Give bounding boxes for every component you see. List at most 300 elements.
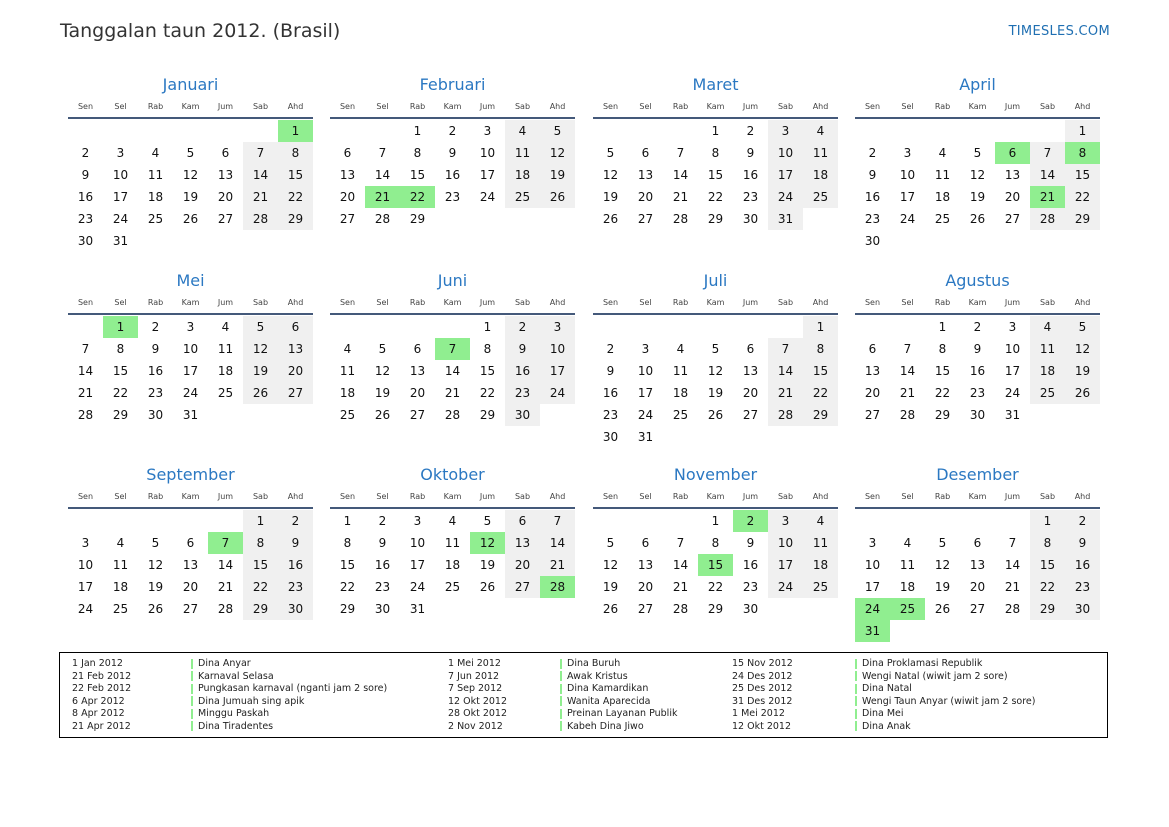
legend-dates-column (448, 658, 507, 734)
day-cell: 1 (243, 510, 278, 532)
legend-date: 12 Okt 2012 (732, 720, 792, 732)
day-cell: 27 (742, 408, 759, 422)
day-cell: 18 (147, 190, 164, 204)
weekday-label: Ahd (1074, 298, 1091, 307)
day-cell: 23 (77, 212, 94, 226)
day-cell: 25 (339, 408, 356, 422)
weekday-label: Sab (514, 492, 531, 501)
day-cell: 15 (278, 164, 313, 186)
day-cell: 28 (444, 408, 461, 422)
day-cell: 15 (339, 558, 356, 572)
day-cell: 14 (1030, 164, 1065, 186)
weekday-label: Ahd (549, 492, 566, 501)
day-cell: 8 (413, 146, 422, 160)
day-cell: 11 (112, 558, 129, 572)
site-link[interactable]: TIMESLES.COM (1008, 24, 1110, 39)
day-cell: 23 (444, 190, 461, 204)
day-cell: 12 (182, 168, 199, 182)
empty-cell (173, 510, 208, 532)
legend-holiday-name: Dina Anak (855, 721, 1035, 734)
day-cell: 20 (742, 386, 759, 400)
day-cell: 27 (278, 382, 313, 404)
day-cell: 13 (1004, 168, 1021, 182)
weekday-label: Sel (114, 298, 127, 307)
empty-cell (365, 120, 400, 142)
day-grid (68, 316, 313, 426)
day-cell: 9 (868, 168, 877, 182)
day-cell: 19 (479, 558, 496, 572)
day-cell: 16 (742, 558, 759, 572)
weekday-label: Sab (514, 102, 531, 111)
day-grid (593, 120, 838, 230)
empty-cell (855, 120, 890, 142)
day-cell: 30 (505, 404, 540, 426)
day-cell: 17 (864, 580, 881, 594)
day-cell: 24 (637, 408, 654, 422)
day-cell: 26 (969, 212, 986, 226)
month-desember (855, 463, 1100, 642)
day-cell: 7 (1030, 142, 1065, 164)
day-cell: 16 (147, 364, 164, 378)
day-cell: 27 (637, 212, 654, 226)
day-cell: 31 (1004, 408, 1021, 422)
day-cell: 24 (1004, 386, 1021, 400)
weekday-label: Jum (217, 298, 234, 307)
weekday-label: Ahd (549, 102, 566, 111)
day-cell: 27 (864, 408, 881, 422)
month-oktober (330, 463, 575, 620)
day-cell: 31 (409, 602, 426, 616)
day-cell: 8 (803, 338, 838, 360)
weekday-header (330, 487, 575, 509)
legend-holiday-name: Preinan Layanan Publik (560, 708, 677, 721)
day-cell: 18 (1030, 360, 1065, 382)
day-cell: 13 (278, 338, 313, 360)
day-cell: 19 (602, 190, 619, 204)
empty-cell (890, 120, 925, 142)
day-cell: 12 (602, 558, 619, 572)
day-cell: 17 (112, 190, 129, 204)
day-cell: 5 (483, 514, 492, 528)
holiday-marker (560, 671, 562, 681)
day-cell: 6 (641, 536, 650, 550)
weekday-label: Sen (77, 102, 94, 111)
weekday-header (330, 97, 575, 119)
weekday-label: Jum (742, 298, 759, 307)
day-cell: 26 (602, 212, 619, 226)
day-cell: 8 (243, 532, 278, 554)
day-cell: 5 (938, 536, 947, 550)
empty-cell (698, 316, 733, 338)
day-cell: 11 (899, 558, 916, 572)
month-name: September (146, 465, 235, 484)
weekday-label: Rab (934, 298, 951, 307)
weekday-header (593, 293, 838, 315)
weekday-label: Jum (217, 102, 234, 111)
legend-date: 24 Des 2012 (732, 670, 793, 682)
day-cell: 13 (637, 558, 654, 572)
day-cell: 20 (864, 386, 881, 400)
day-cell: 13 (742, 364, 759, 378)
day-cell: 8 (116, 342, 125, 356)
empty-cell (243, 120, 278, 142)
weekday-label: Rab (147, 102, 164, 111)
weekday-label: Sen (77, 298, 94, 307)
day-cell: 3 (768, 510, 803, 532)
empty-cell (628, 510, 663, 532)
day-cell: 29 (479, 408, 496, 422)
day-cell: 11 (505, 142, 540, 164)
day-cell: 13 (637, 168, 654, 182)
day-cell: 24 (409, 580, 426, 594)
day-cell: 27 (505, 576, 540, 598)
empty-cell (400, 316, 435, 338)
month-name: Februari (419, 75, 486, 94)
legend-holiday-name: Dina Proklamasi Republik (855, 658, 1035, 671)
day-cell: 14 (672, 168, 689, 182)
weekday-label: Jum (479, 298, 496, 307)
day-cell: 9 (973, 342, 982, 356)
legend-date: 1 Mei 2012 (732, 708, 785, 720)
day-cell: 18 (899, 580, 916, 594)
day-cell: 15 (803, 360, 838, 382)
empty-cell (855, 510, 890, 532)
empty-cell (330, 120, 365, 142)
day-cell: 28 (672, 602, 689, 616)
day-cell: 5 (973, 146, 982, 160)
holiday-day-cell: 7 (208, 532, 243, 554)
legend-holiday-name: Dina Kamardikan (560, 683, 677, 696)
day-cell: 10 (540, 338, 575, 360)
day-cell: 3 (413, 514, 422, 528)
day-cell: 7 (768, 338, 803, 360)
day-cell: 6 (641, 146, 650, 160)
day-cell: 20 (969, 580, 986, 594)
weekday-label: Kam (443, 102, 462, 111)
weekday-label: Sab (777, 492, 794, 501)
day-cell: 19 (147, 580, 164, 594)
empty-cell (663, 120, 698, 142)
legend-holiday-name: Minggu Paskah (191, 708, 387, 721)
day-cell: 24 (540, 382, 575, 404)
day-cell: 18 (505, 164, 540, 186)
day-cell: 25 (803, 186, 838, 208)
weekday-label: Rab (934, 492, 951, 501)
day-grid (593, 510, 838, 620)
day-cell: 26 (602, 602, 619, 616)
day-cell: 16 (278, 554, 313, 576)
day-cell: 30 (1065, 598, 1100, 620)
legend-holiday-name: Awak Kristus (560, 671, 677, 684)
holiday-day-cell: 31 (855, 620, 890, 642)
holiday-day-cell: 28 (540, 576, 575, 598)
holiday-day-cell: 2 (733, 510, 768, 532)
day-cell: 6 (186, 536, 195, 550)
day-cell: 10 (768, 142, 803, 164)
day-grid (68, 120, 313, 252)
day-cell: 26 (374, 408, 391, 422)
day-cell: 4 (803, 510, 838, 532)
day-cell: 29 (707, 212, 724, 226)
legend-holiday-name: Dina Natal (855, 683, 1035, 696)
month-name: Juni (437, 271, 468, 290)
month-name: April (959, 75, 996, 94)
day-cell: 23 (602, 408, 619, 422)
legend-date: 21 Apr 2012 (72, 720, 131, 732)
day-cell: 15 (112, 364, 129, 378)
empty-cell (995, 120, 1030, 142)
day-cell: 9 (81, 168, 90, 182)
day-cell: 24 (768, 186, 803, 208)
day-cell: 10 (409, 536, 426, 550)
day-cell: 24 (768, 576, 803, 598)
day-cell: 15 (707, 168, 724, 182)
holiday-day-cell: 8 (1065, 142, 1100, 164)
day-cell: 4 (1030, 316, 1065, 338)
day-cell: 24 (479, 190, 496, 204)
weekday-label: Sen (602, 298, 619, 307)
day-cell: 18 (339, 386, 356, 400)
day-cell: 4 (448, 514, 457, 528)
day-cell: 28 (374, 212, 391, 226)
day-cell: 16 (444, 168, 461, 182)
holiday-marker (560, 659, 562, 669)
day-cell: 3 (483, 124, 492, 138)
day-cell: 29 (1030, 598, 1065, 620)
day-cell: 5 (243, 316, 278, 338)
day-cell: 17 (768, 554, 803, 576)
day-cell: 3 (1008, 320, 1017, 334)
day-cell: 10 (77, 558, 94, 572)
day-cell: 11 (803, 532, 838, 554)
day-cell: 7 (378, 146, 387, 160)
day-cell: 16 (77, 190, 94, 204)
month-agustus (855, 269, 1100, 426)
day-cell: 25 (217, 386, 234, 400)
weekday-label: Ahd (812, 298, 829, 307)
day-cell: 15 (479, 364, 496, 378)
weekday-label: Jum (742, 492, 759, 501)
weekday-label: Sen (864, 102, 881, 111)
weekday-label: Rab (934, 102, 951, 111)
day-cell: 29 (803, 404, 838, 426)
day-cell: 19 (243, 360, 278, 382)
day-cell: 11 (803, 142, 838, 164)
weekday-header (68, 487, 313, 509)
holiday-day-cell: 6 (995, 142, 1030, 164)
empty-cell (960, 120, 995, 142)
weekday-label: Sab (1039, 298, 1056, 307)
day-cell: 2 (151, 320, 160, 334)
holiday-marker (560, 696, 562, 706)
day-cell: 28 (77, 408, 94, 422)
month-name: Oktober (420, 465, 485, 484)
day-cell: 15 (1030, 554, 1065, 576)
day-cell: 27 (409, 408, 426, 422)
legend-date: 8 Apr 2012 (72, 708, 125, 720)
weekday-header (855, 97, 1100, 119)
holiday-marker (855, 659, 857, 669)
day-cell: 12 (707, 364, 724, 378)
legend-holiday-name: Kabeh Dina Jiwo (560, 721, 677, 734)
day-cell: 19 (182, 190, 199, 204)
weekday-header (855, 293, 1100, 315)
legend-date: 2 Nov 2012 (448, 720, 503, 732)
day-cell: 25 (934, 212, 951, 226)
day-cell: 2 (81, 146, 90, 160)
day-cell: 12 (1065, 338, 1100, 360)
weekday-label: Sen (339, 102, 356, 111)
day-cell: 4 (343, 342, 352, 356)
day-cell: 18 (672, 386, 689, 400)
weekday-label: Sel (114, 102, 127, 111)
day-cell: 17 (899, 190, 916, 204)
holiday-marker (855, 671, 857, 681)
day-cell: 3 (116, 146, 125, 160)
legend-date: 25 Des 2012 (732, 683, 793, 695)
weekday-label: Ahd (1074, 102, 1091, 111)
day-cell: 12 (540, 142, 575, 164)
day-cell: 22 (112, 386, 129, 400)
day-cell: 22 (1030, 576, 1065, 598)
weekday-label: Sab (514, 298, 531, 307)
day-cell: 20 (278, 360, 313, 382)
day-cell: 5 (186, 146, 195, 160)
empty-cell (890, 316, 925, 338)
day-cell: 20 (409, 386, 426, 400)
day-cell: 19 (934, 580, 951, 594)
weekday-label: Sel (114, 492, 127, 501)
day-grid (330, 120, 575, 230)
weekday-header (68, 97, 313, 119)
day-cell: 26 (243, 382, 278, 404)
weekday-label: Rab (672, 492, 689, 501)
day-cell: 23 (278, 576, 313, 598)
empty-cell (663, 510, 698, 532)
empty-cell (855, 316, 890, 338)
weekday-label: Sel (901, 298, 914, 307)
day-cell: 25 (1030, 382, 1065, 404)
day-cell: 29 (1065, 208, 1100, 230)
day-cell: 7 (540, 510, 575, 532)
day-cell: 5 (606, 146, 615, 160)
weekday-header (855, 487, 1100, 509)
day-cell: 24 (182, 386, 199, 400)
day-cell: 3 (81, 536, 90, 550)
day-cell: 19 (602, 580, 619, 594)
day-cell: 31 (768, 208, 803, 230)
weekday-label: Sel (639, 102, 652, 111)
day-cell: 11 (147, 168, 164, 182)
day-cell: 22 (1065, 186, 1100, 208)
day-cell: 16 (1065, 554, 1100, 576)
legend-holiday-name: Wengi Taun Anyar (wiwit jam 2 sore) (855, 696, 1035, 709)
day-cell: 18 (217, 364, 234, 378)
day-cell: 2 (278, 510, 313, 532)
day-cell: 4 (803, 120, 838, 142)
legend-date: 7 Jun 2012 (448, 670, 500, 682)
day-cell: 14 (374, 168, 391, 182)
holiday-day-cell: 21 (1030, 186, 1065, 208)
empty-cell (435, 316, 470, 338)
legend-date: 22 Feb 2012 (72, 683, 132, 695)
weekday-label: Sab (777, 298, 794, 307)
day-cell: 6 (973, 536, 982, 550)
day-cell: 14 (1004, 558, 1021, 572)
day-cell: 4 (151, 146, 160, 160)
day-cell: 8 (938, 342, 947, 356)
day-grid (855, 120, 1100, 252)
day-cell: 1 (343, 514, 352, 528)
day-cell: 29 (707, 602, 724, 616)
empty-cell (138, 120, 173, 142)
day-cell: 29 (339, 602, 356, 616)
day-cell: 16 (602, 386, 619, 400)
weekday-label: Kam (706, 102, 725, 111)
day-cell: 12 (969, 168, 986, 182)
day-cell: 27 (217, 212, 234, 226)
legend-names-column (191, 658, 387, 734)
day-cell: 12 (374, 364, 391, 378)
day-cell: 4 (505, 120, 540, 142)
weekday-label: Rab (147, 298, 164, 307)
weekday-header (330, 293, 575, 315)
day-cell: 17 (409, 558, 426, 572)
day-cell: 10 (182, 342, 199, 356)
day-cell: 5 (151, 536, 160, 550)
weekday-label: Rab (672, 102, 689, 111)
weekday-label: Kam (968, 102, 987, 111)
month-name: Januari (162, 75, 219, 94)
day-cell: 30 (742, 212, 759, 226)
day-cell: 10 (864, 558, 881, 572)
day-cell: 22 (707, 190, 724, 204)
holiday-day-cell: 24 (855, 598, 890, 620)
day-cell: 8 (1030, 532, 1065, 554)
day-cell: 13 (339, 168, 356, 182)
day-cell: 8 (278, 142, 313, 164)
weekday-label: Jum (1004, 102, 1021, 111)
month-name: Maret (692, 75, 739, 94)
day-cell: 20 (637, 580, 654, 594)
weekday-label: Kam (706, 492, 725, 501)
weekday-label: Jum (479, 492, 496, 501)
holiday-day-cell: 1 (103, 316, 138, 338)
legend-holiday-name: Pungkasan karnaval (nganti jam 2 sore) (191, 683, 387, 696)
day-cell: 28 (243, 208, 278, 230)
holiday-day-cell: 22 (400, 186, 435, 208)
month-maret (593, 73, 838, 230)
day-cell: 8 (343, 536, 352, 550)
weekday-label: Sen (339, 492, 356, 501)
empty-cell (733, 316, 768, 338)
weekday-label: Sen (339, 298, 356, 307)
weekday-label: Kam (968, 492, 987, 501)
day-cell: 6 (868, 342, 877, 356)
weekday-label: Kam (181, 492, 200, 501)
day-cell: 5 (1065, 316, 1100, 338)
legend-date: 1 Jan 2012 (72, 658, 123, 669)
weekday-label: Sab (252, 492, 269, 501)
legend-names-column (855, 658, 1035, 734)
day-grid (855, 510, 1100, 642)
day-cell: 11 (934, 168, 951, 182)
day-cell: 23 (864, 212, 881, 226)
day-cell: 26 (182, 212, 199, 226)
weekday-label: Ahd (1074, 492, 1091, 501)
day-cell: 23 (742, 580, 759, 594)
holiday-marker (560, 709, 562, 719)
